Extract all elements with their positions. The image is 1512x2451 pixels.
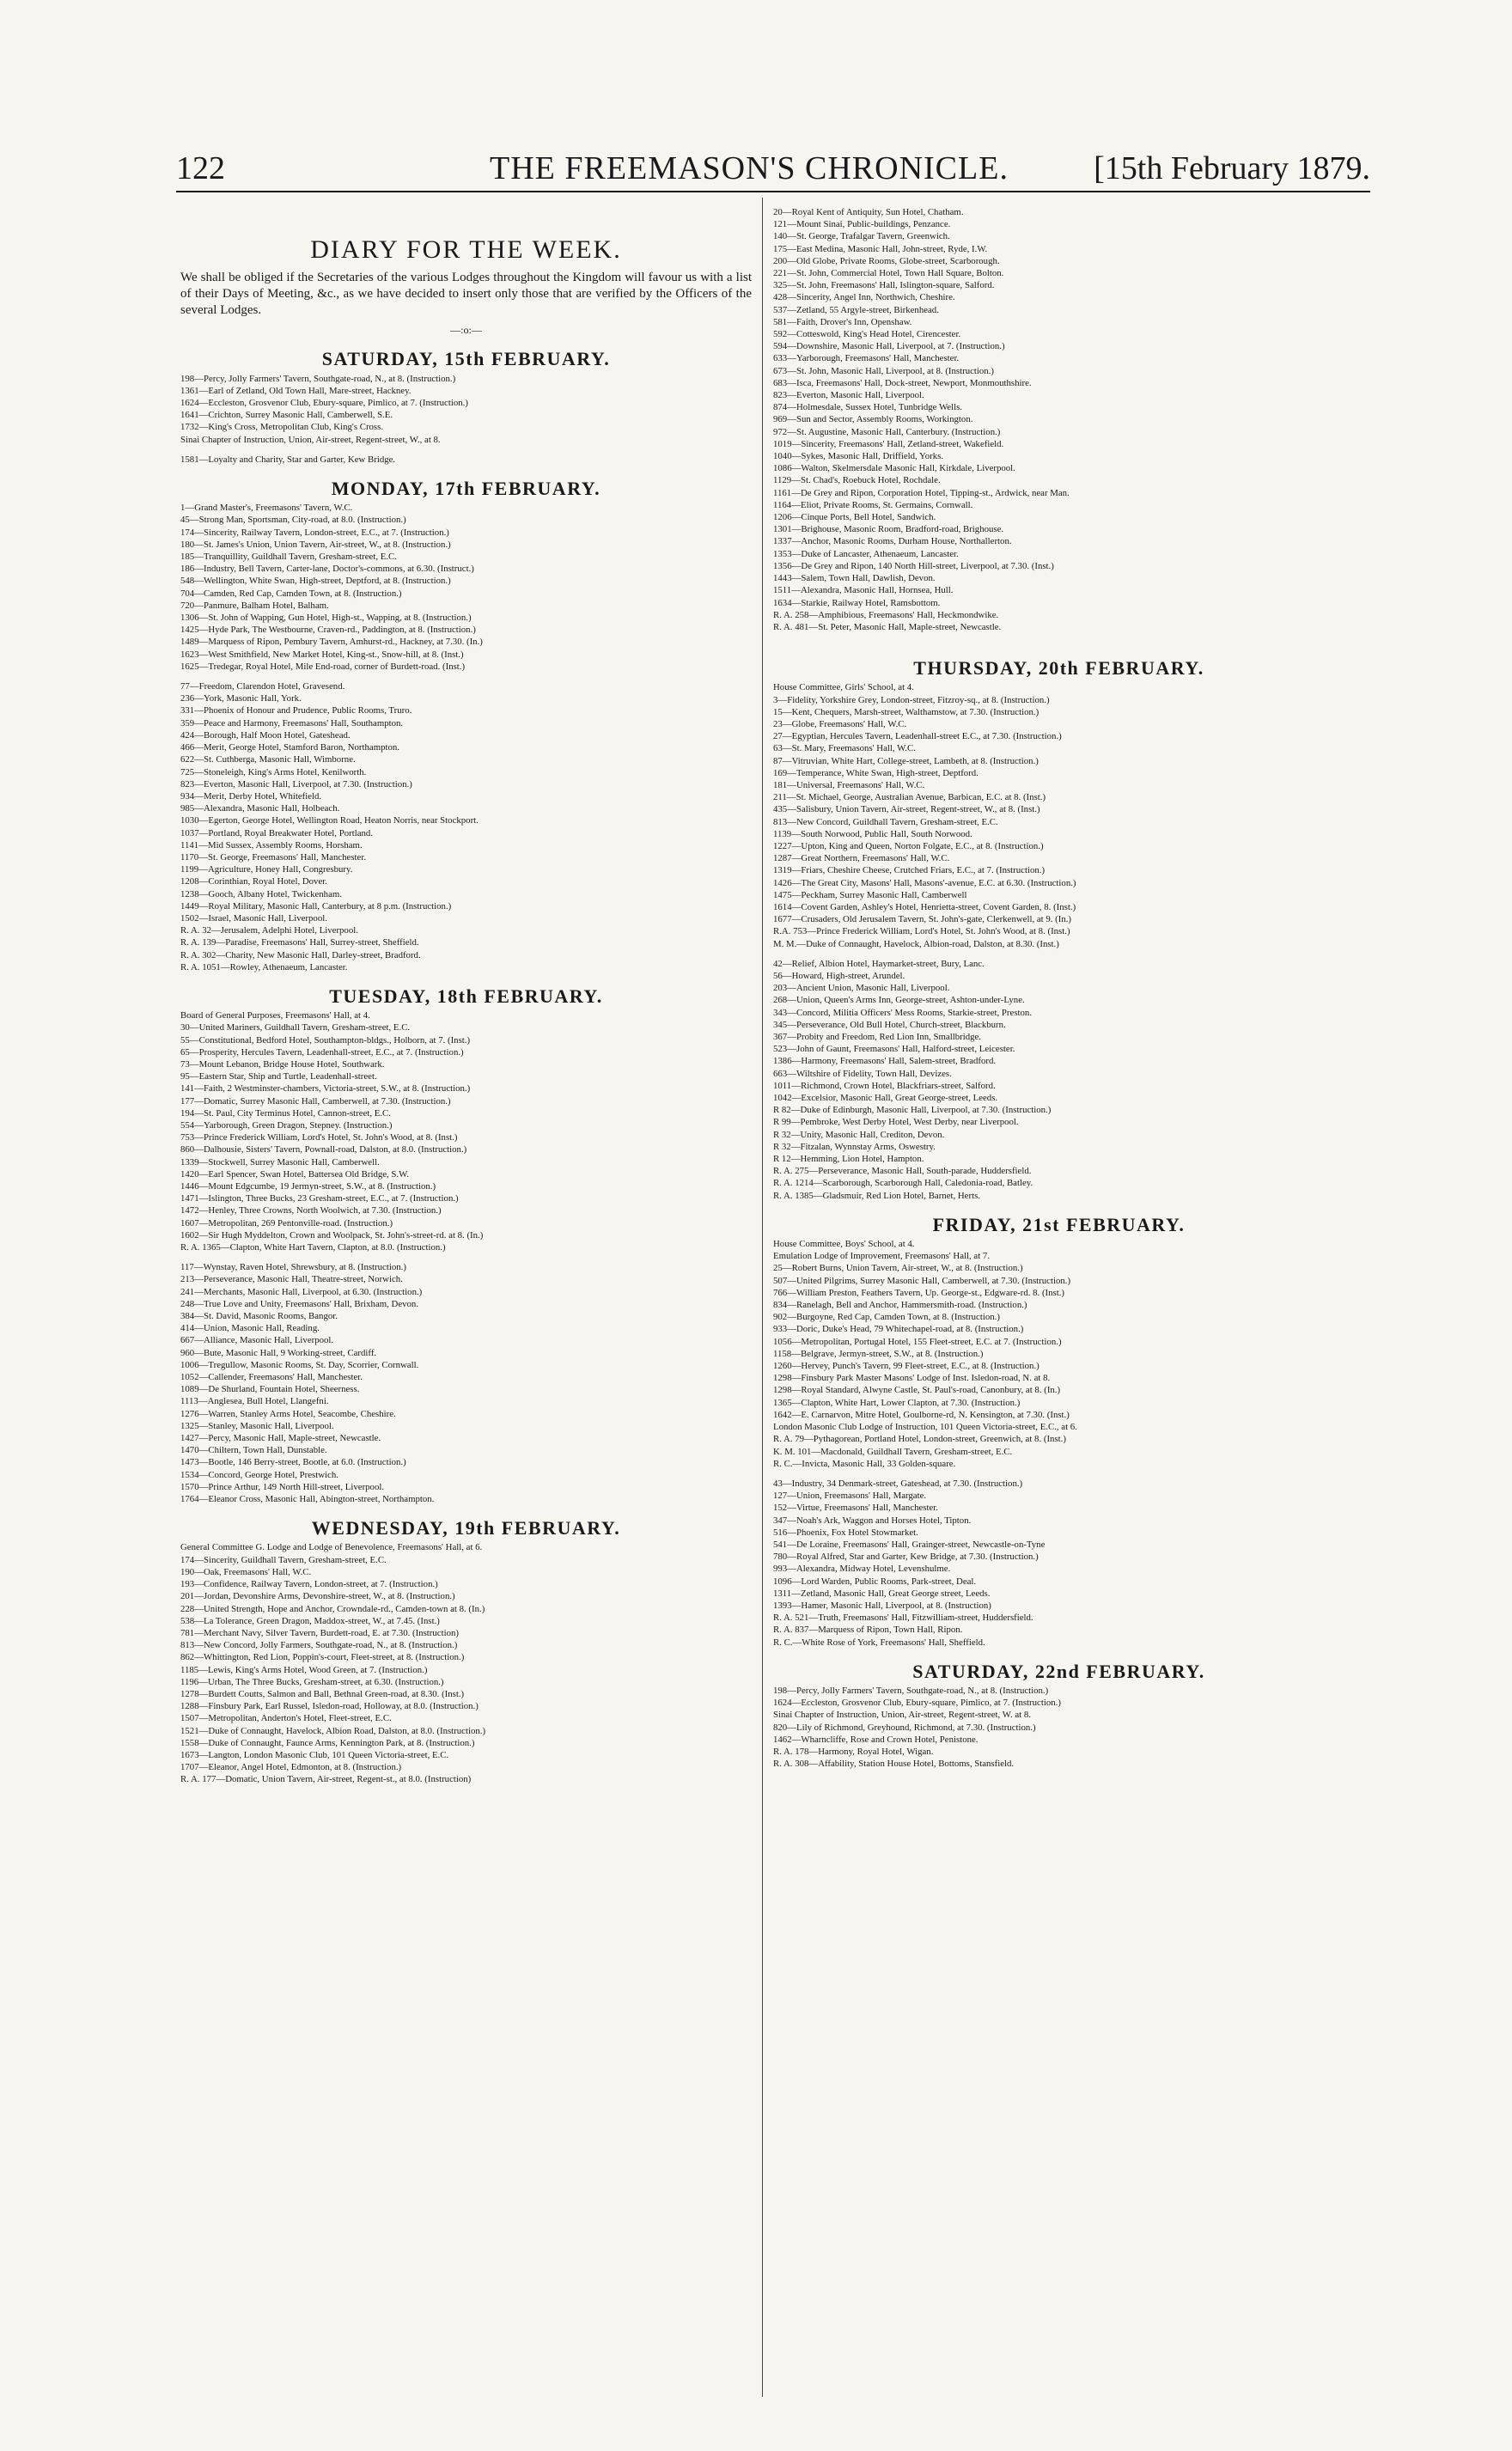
- lodge-entry: 1732—King's Cross, Metropolitan Club, King's Cross.: [180, 422, 384, 433]
- lodge-entry: 1425—Hyde Park, The Westbourne, Craven-rd., Paddington, at 8. (Instruction.): [180, 625, 476, 636]
- lodge-entry: 201—Jordan, Devonshire Arms, Devonshire-street, W., at 8. (Instruction.): [180, 1591, 455, 1602]
- lodge-entry: 236—York, Masonic Hall, York.: [180, 693, 302, 704]
- lodge-entry: 43—Industry, 34 Denmark-street, Gateshead, at 7.30. (Instruction.): [773, 1478, 1023, 1489]
- lodge-entry: 268—Union, Queen's Arms Inn, George-street, Ashton-under-Lyne.: [773, 995, 1025, 1006]
- lodge-entry: 384—St. David, Masonic Rooms, Bangor.: [180, 1311, 338, 1322]
- entries-wednesday-19-provincial: [773, 206, 1344, 633]
- lodge-entry: 1139—South Norwood, Public Hall, South Norwood.: [773, 828, 972, 839]
- lodge-entry: 683—Isca, Freemasons' Hall, Dock-street, Newport, Monmouthshire.: [773, 377, 1032, 388]
- lodge-entry: 993—Alexandra, Midway Hotel, Levenshulme.: [773, 1564, 951, 1575]
- masthead: [176, 144, 1370, 196]
- lodge-entry: 1096—Lord Warden, Public Rooms, Park-street, Deal.: [773, 1576, 977, 1587]
- lodge-entry: 3—Fidelity, Yorkshire Grey, London-street, Fitzroy-sq., at 8. (Instruction.): [773, 694, 1050, 705]
- diary-heading: DIARY FOR THE WEEK.: [310, 235, 622, 264]
- lodge-entry: 1019—Sincerity, Freemasons' Hall, Zetland-street, Wakefield.: [773, 438, 1004, 449]
- lodge-entry: 1624—Eccleston, Grosvenor Club, Ebury-square, Pimlico, at 7. (Instruction.): [773, 1698, 1061, 1709]
- lodge-entry: 1502—Israel, Masonic Hall, Liverpool.: [180, 912, 327, 924]
- lodge-entry: 1339—Stockwell, Surrey Masonic Hall, Camberwell.: [180, 1156, 380, 1168]
- lodge-entry: R. A. 521—Truth, Freemasons' Hall, Fitzwilliam-street, Huddersfield.: [773, 1613, 1033, 1624]
- lodge-entry: R. A. 1214—Scarborough, Scarborough Hall, Caledonia-road, Batley.: [773, 1178, 1033, 1189]
- lodge-entry: 862—Whittington, Red Lion, Poppin's-court, Fleet-street, at 8. (Instruction.): [180, 1652, 465, 1663]
- lodge-entry: 343—Concord, Militia Officers' Mess Rooms, Starkie-street, Preston.: [773, 1007, 1033, 1018]
- lodge-entry: 77—Freedom, Clarendon Hotel, Gravesend.: [180, 681, 345, 692]
- lodge-entry: 813—New Concord, Guildhall Tavern, Gresham-street, E.C.: [773, 816, 998, 827]
- lodge-entry: 969—Sun and Sector, Assembly Rooms, Workington.: [773, 414, 973, 425]
- entries-wednesday-19: [180, 1541, 752, 1785]
- lodge-entry: 507—United Pilgrims, Surrey Masonic Hall, Camberwell, at 7.30. (Instruction.): [773, 1275, 1071, 1286]
- lodge-entry: 42—Relief, Albion Hotel, Haymarket-street, Bury, Lanc.: [773, 958, 985, 969]
- lodge-entry: 1673—Langton, London Masonic Club, 101 Queen Victoria-street, E.C.: [180, 1749, 449, 1760]
- lodge-entry: 1602—Sir Hugh Myddelton, Crown and Woolpack, St. John's-street-rd. at 8. (In.): [180, 1229, 484, 1241]
- lodge-entry: 1361—Earl of Zetland, Old Town Hall, Mare-street, Hackney.: [180, 385, 412, 396]
- lodge-entry: 27—Egyptian, Hercules Tavern, Leadenhall-street E.C., at 7.30. (Instruction.): [773, 731, 1062, 742]
- lodge-entry: 221—St. John, Commercial Hotel, Town Hall Square, Bolton.: [773, 268, 1004, 279]
- lodge-entry: 140—St. George, Trafalgar Tavern, Greenwich.: [773, 231, 950, 242]
- lodge-entry: 523—John of Gaunt, Freemasons' Hall, Halford-street, Leicester.: [773, 1044, 1015, 1055]
- lodge-entry: 203—Ancient Union, Masonic Hall, Liverpool.: [773, 983, 950, 994]
- lodge-entry: 1462—Wharncliffe, Rose and Crown Hotel, Penistone.: [773, 1734, 979, 1745]
- lodge-entry: 823—Everton, Masonic Hall, Liverpool.: [773, 390, 924, 401]
- lodge-entry: 541—De Loraine, Freemasons' Hall, Grainger-street, Newcastle-on-Tyne: [773, 1539, 1046, 1550]
- lodge-entry: 1260—Hervey, Punch's Tavern, 99 Fleet-street, E.C., at 8. (Instruction.): [773, 1361, 1040, 1372]
- lodge-entry: 874—Holmesdale, Sussex Hotel, Tunbridge Wells.: [773, 402, 962, 413]
- lodge-entry: Emulation Lodge of Improvement, Freemasons' Hall, at 7.: [773, 1251, 991, 1262]
- heading-tuesday-18: TUESDAY, 18th FEBRUARY.: [329, 985, 603, 1007]
- lodge-entry: 1558—Duke of Connaught, Faunce Arms, Kennington Park, at 8. (Instruction.): [180, 1737, 475, 1748]
- lodge-entry: 331—Phoenix of Honour and Prudence, Public Rooms, Truro.: [180, 705, 412, 716]
- lodge-entry: R 12—Hemming, Lion Hotel, Hampton.: [773, 1154, 924, 1165]
- lodge-entry: 1641—Crichton, Surrey Masonic Hall, Camberwell, S.E.: [180, 410, 393, 421]
- lodge-entry: 1570—Prince Arthur, 149 North Hill-street, Liverpool.: [180, 1481, 385, 1492]
- lodge-entry: 20—Royal Kent of Antiquity, Sun Hotel, Chatham.: [773, 207, 964, 217]
- lodge-entry: 1521—Duke of Connaught, Havelock, Albion Road, Dalston, at 8.0. (Instruction.): [180, 1725, 486, 1736]
- lodge-entry: K. M. 101—Macdonald, Guildhall Tavern, Gresham-street, E.C.: [773, 1446, 1013, 1457]
- heading-friday-21: FRIDAY, 21st FEBRUARY.: [932, 1213, 1186, 1235]
- lodge-entry: R. A. 32—Jerusalem, Adelphi Hotel, Liverpool.: [180, 925, 358, 936]
- lodge-entry: 1325—Stanley, Masonic Hall, Liverpool.: [180, 1420, 334, 1431]
- lodge-entry: Board of General Purposes, Freemasons' Hall, at 4.: [180, 1010, 370, 1021]
- lodge-entry: 1158—Belgrave, Jermyn-street, S.W., at 8. (Instruction.): [773, 1348, 984, 1359]
- lodge-entry: 1365—Clapton, White Hart, Lower Clapton, at 7.30. (Instruction.): [773, 1397, 1021, 1408]
- ornament-divider: —:o:—: [450, 324, 482, 337]
- lodge-entry: 1206—Cinque Ports, Bell Hotel, Sandwich.: [773, 512, 936, 523]
- lodge-entry: 23—Globe, Freemasons' Hall, W.C.: [773, 718, 907, 729]
- lodge-entry: 538—La Tolerance, Green Dragon, Maddox-street, W., at 7.45. (Inst.): [180, 1615, 440, 1626]
- lodge-entry: 1449—Royal Military, Masonic Hall, Canterbury, at 8 p.m. (Instruction.): [180, 900, 452, 912]
- lodge-entry: 704—Camden, Red Cap, Camden Town, at 8. (Instruction.): [180, 588, 402, 599]
- lodge-entry: 73—Mount Lebanon, Bridge House Hotel, Southwark.: [180, 1058, 385, 1070]
- entries-friday-21: [773, 1238, 1344, 1649]
- lodge-entry: 766—William Preston, Feathers Tavern, Up. George-st., Edgware-rd. 8. (Inst.): [773, 1287, 1065, 1298]
- lodge-entry: 152—Virtue, Freemasons' Hall, Manchester.: [773, 1503, 938, 1514]
- lodge-entry: 211—St. Michael, George, Australian Avenue, Barbican, E.C. at 8. (Inst.): [773, 792, 1046, 803]
- heading-wednesday-19: WEDNESDAY, 19th FEBRUARY.: [311, 1517, 621, 1539]
- lodge-entry: 424—Borough, Half Moon Hotel, Gateshead.: [180, 729, 351, 741]
- lodge-entry: 169—Temperance, White Swan, High-street, Deptford.: [773, 767, 979, 778]
- lodge-entry: R. A. 308—Affability, Station House Hotel, Bottoms, Stansfield.: [773, 1759, 1015, 1770]
- lodge-entry: 1386—Harmony, Freemasons' Hall, Salem-street, Bradford.: [773, 1056, 997, 1067]
- lodge-entry: 1446—Mount Edgcumbe, 19 Jermyn-street, S.W., at 8. (Instruction.): [180, 1181, 436, 1192]
- lodge-entry: 1129—St. Chad's, Roebuck Hotel, Rochdale.: [773, 475, 941, 486]
- lodge-entry: 1301—Brighouse, Masonic Room, Bradford-road, Brighouse.: [773, 524, 1004, 535]
- lodge-entry: 1356—De Grey and Ripon, 140 North Hill-street, Liverpool, at 7.30. (Inst.): [773, 560, 1054, 571]
- lodge-entry: 1443—Salem, Town Hall, Dawlish, Devon.: [773, 573, 936, 584]
- lodge-entry: 180—St. James's Union, Union Tavern, Air-street, W., at 8. (Instruction.): [180, 539, 451, 550]
- lodge-entry: 1634—Starkie, Railway Hotel, Ramsbottom.: [773, 597, 941, 608]
- lodge-entry: R. A. 837—Marquess of Ripon, Town Hall, Ripon.: [773, 1625, 963, 1636]
- lodge-entry: 213—Perseverance, Masonic Hall, Theatre-street, Norwich.: [180, 1274, 403, 1285]
- lodge-entry: 1319—Friars, Cheshire Cheese, Crutched Friars, E.C., at 7. (Instruction.): [773, 865, 1046, 876]
- heading-thursday-20: THURSDAY, 20th FEBRUARY.: [913, 657, 1204, 680]
- lodge-entry: 1006—Tregullow, Masonic Rooms, St. Day, Scorrier, Cornwall.: [180, 1359, 419, 1370]
- lodge-entry: 1089—De Shurland, Fountain Hotel, Sheerness.: [180, 1384, 360, 1395]
- lodge-entry: House Committee, Boys' School, at 4.: [773, 1239, 915, 1250]
- lodge-entry: House Committee, Girls' School, at 4.: [773, 682, 914, 693]
- lodge-entry: 248—True Love and Unity, Freemasons' Hall, Brixham, Devon.: [180, 1298, 419, 1309]
- lodge-entry: 1337—Anchor, Masonic Rooms, Durham House, Northallerton.: [773, 536, 1012, 547]
- lodge-entry: R. A. 1385—Gladsmuir, Red Lion Hotel, Barnet, Herts.: [773, 1190, 980, 1201]
- lodge-entry: 834—Ranelagh, Bell and Anchor, Hammersmith-road. (Instruction.): [773, 1300, 1027, 1311]
- lodge-entry: 1278—Burdett Coutts, Salmon and Ball, Bethnal Green-road, at 8.30. (Inst.): [180, 1688, 465, 1699]
- lodge-entry: 725—Stoneleigh, King's Arms Hotel, Kenilworth.: [180, 766, 367, 777]
- lodge-entry: 1052—Callender, Freemasons' Hall, Manchester.: [180, 1372, 363, 1383]
- lodge-entry: 667—Alliance, Masonic Hall, Liverpool.: [180, 1335, 334, 1346]
- lodge-entry: 622—St. Cuthberga, Masonic Hall, Wimborne.: [180, 754, 356, 765]
- header-rule: [176, 191, 1370, 192]
- lodge-entry: 1623—West Smithfield, New Market Hotel, King-st., Snow-hill, at 8. (Inst.): [180, 649, 464, 660]
- lodge-entry: 121—Mount Sinai, Public-buildings, Penzance.: [773, 219, 951, 230]
- lodge-entry: 1011—Richmond, Crown Hotel, Blackfriars-street, Salford.: [773, 1080, 996, 1091]
- lodge-entry: 823—Everton, Masonic Hall, Liverpool, at 7.30. (Instruction.): [180, 778, 412, 790]
- lodge-entry: 177—Domatic, Surrey Masonic Hall, Camberwell, at 7.30. (Instruction.): [180, 1095, 451, 1107]
- lodge-entry: 1507—Metropolitan, Anderton's Hotel, Fleet-street, E.C.: [180, 1713, 392, 1724]
- lodge-entry: 1—Grand Master's, Freemasons' Tavern, W.C.: [180, 503, 353, 514]
- lodge-entry: 1030—Egerton, George Hotel, Wellington Road, Heaton Norris, near Stockport.: [180, 815, 479, 826]
- lodge-entry: 1475—Peckham, Surrey Masonic Hall, Camberwell: [773, 889, 967, 900]
- lodge-entry: 1185—Lewis, King's Arms Hotel, Wood Green, at 7. (Instruction.): [180, 1664, 428, 1675]
- lodge-entry: 127—Union, Freemasons' Hall, Margate.: [773, 1491, 927, 1502]
- lodge-entry: 663—Wiltshire of Fidelity, Town Hall, Devizes.: [773, 1068, 952, 1079]
- lodge-entry: 1764—Eleanor Cross, Masonic Hall, Abington-street, Northampton.: [180, 1494, 435, 1505]
- lodge-entry: 720—Panmure, Balham Hotel, Balham.: [180, 600, 329, 611]
- lodge-entry: R.A. 753—Prince Frederick William, Lord's Hotel, St. John's Wood, at 8. (Inst.): [773, 926, 1070, 937]
- lodge-entry: 781—Merchant Navy, Silver Tavern, Burdett-road, E. at 7.30. (Instruction): [180, 1627, 459, 1638]
- lodge-entry: 1473—Bootle, 146 Berry-street, Bootle, at 6.0. (Instruction.): [180, 1457, 406, 1468]
- lodge-entry: 1534—Concord, George Hotel, Prestwich.: [180, 1469, 338, 1480]
- column-divider: [762, 198, 763, 2397]
- entries-tuesday-18: [180, 1009, 752, 1505]
- lodge-entry: 933—Doric, Duke's Head, 79 Whitechapel-road, at 8. (Instruction.): [773, 1324, 1024, 1335]
- lodge-entry: 190—Oak, Freemasons' Hall, W.C.: [180, 1566, 312, 1577]
- lodge-entry: General Committee G. Lodge and Lodge of Benevolence, Freemasons' Hall, at 6.: [180, 1542, 483, 1553]
- page-number: 122: [176, 150, 225, 186]
- lodge-entry: 200—Old Globe, Private Rooms, Globe-street, Scarborough.: [773, 255, 1000, 266]
- lodge-entry: 1141—Mid Sussex, Assembly Rooms, Horsham.: [180, 839, 363, 851]
- lodge-entry: 1311—Zetland, Masonic Hall, Great George street, Leeds.: [773, 1588, 991, 1599]
- lodge-entry: 1040—Sykes, Masonic Hall, Driffield, Yorks.: [773, 451, 944, 462]
- lodge-entry: 1287—Great Northern, Freemasons' Hall, W.C.: [773, 853, 950, 864]
- lodge-entry: Sinai Chapter of Instruction, Union, Air-street, Regent-street, W. at 8.: [773, 1710, 1031, 1721]
- lodge-entry: 15—Kent, Chequers, Marsh-street, Walthamstow, at 7.30. (Instruction.): [773, 706, 1040, 717]
- lodge-entry: R 32—Fitzalan, Wynnstay Arms, Oswestry.: [773, 1141, 936, 1152]
- lodge-entry: 1427—Percy, Masonic Hall, Maple-street, Newcastle.: [180, 1433, 381, 1444]
- lodge-entry: 325—St. John, Freemasons' Hall, Islington-square, Salford.: [773, 280, 995, 291]
- lodge-entry: 1306—St. John of Wapping, Gun Hotel, High-st., Wapping, at 8. (Instruction.): [180, 613, 472, 624]
- lodge-entry: R. A. 258—Amphibious, Freemasons' Hall, Heckmondwike.: [773, 609, 999, 620]
- lodge-entry: 1625—Tredegar, Royal Hotel, Mile End-road, corner of Burdett-road. (Inst.): [180, 661, 466, 672]
- lodge-entry: 95—Eastern Star, Ship and Turtle, Leadenhall-street.: [180, 1071, 377, 1082]
- lodge-entry: 359—Peace and Harmony, Freemasons' Hall, Southampton.: [180, 717, 404, 729]
- lodge-entry: 198—Percy, Jolly Farmers' Tavern, Southgate-road, N., at 8. (Instruction.): [773, 1685, 1049, 1696]
- lodge-entry: 175—East Medina, Masonic Hall, John-street, Ryde, I.W.: [773, 243, 988, 254]
- lodge-entry: 581—Faith, Drover's Inn, Openshaw.: [773, 316, 912, 327]
- lodge-entry: 1238—Gooch, Albany Hotel, Twickenham.: [180, 888, 342, 899]
- lodge-entry: 1276—Warren, Stanley Arms Hotel, Seacombe, Cheshire.: [180, 1408, 396, 1419]
- heading-saturday-22: SATURDAY, 22nd FEBRUARY.: [912, 1660, 1205, 1682]
- issue-date: [15th February 1879.: [1094, 150, 1370, 186]
- heading-saturday-15: SATURDAY, 15th FEBRUARY.: [321, 348, 611, 370]
- lodge-entry: 1037—Portland, Royal Breakwater Hotel, Portland.: [180, 827, 373, 838]
- lodge-entry: 537—Zetland, 55 Argyle-street, Birkenhead.: [773, 304, 939, 315]
- lodge-entry: 1614—Covent Garden, Ashley's Hotel, Henrietta-street, Covent Garden, 8. (Inst.): [773, 901, 1076, 912]
- lodge-entry: 1208—Corinthian, Royal Hotel, Dover.: [180, 876, 327, 887]
- lodge-entry: 56—Howard, High-street, Arundel.: [773, 970, 905, 981]
- lodge-entry: R. C.—Invicta, Masonic Hall, 33 Golden-square.: [773, 1458, 956, 1469]
- left-column: [180, 206, 752, 1786]
- lodge-entry: R. A. 177—Domatic, Union Tavern, Air-street, Regent-st., at 8.0. (Instruction): [180, 1774, 472, 1785]
- lodge-entry: 972—St. Augustine, Masonic Hall, Canterbury. (Instruction.): [773, 426, 1001, 437]
- lodge-entry: 1471—Islington, Three Bucks, 23 Gresham-street, E.C., at 7. (Instruction.): [180, 1193, 459, 1204]
- lodge-entry: 860—Dalhousie, Sisters' Tavern, Pownall-road, Dalston, at 8.0. (Instruction.): [180, 1144, 467, 1155]
- lodge-entry: 414—Union, Masonic Hall, Reading.: [180, 1323, 320, 1334]
- lodge-entry: 1426—The Great City, Masons' Hall, Masons'-avenue, E.C. at 6.30. (Instruction.): [773, 877, 1076, 888]
- lodge-entry: 548—Wellington, White Swan, High-street, Deptford, at 8. (Instruction.): [180, 576, 451, 587]
- lodge-entry: 347—Noah's Ark, Waggon and Horses Hotel, Tipton.: [773, 1515, 972, 1526]
- lodge-entry: 241—Merchants, Masonic Hall, Liverpool, at 6.30. (Instruction.): [180, 1286, 423, 1297]
- lodge-entry: 1607—Metropolitan, 269 Pentonville-road. (Instruction.): [180, 1217, 393, 1229]
- lodge-entry: R. A. 178—Harmony, Royal Hotel, Wigan.: [773, 1746, 934, 1757]
- lodge-entry: 1164—Eliot, Private Rooms, St. Germains, Cornwall.: [773, 499, 973, 510]
- lodge-entry: 633—Yarborough, Freemasons' Hall, Manchester.: [773, 353, 960, 364]
- lodge-entry: R. A. 302—Charity, New Masonic Hall, Darley-street, Bradford.: [180, 949, 421, 960]
- lodge-entry: 1511—Alexandra, Masonic Hall, Hornsea, Hull.: [773, 585, 954, 596]
- heading-monday-17: MONDAY, 17th FEBRUARY.: [331, 478, 601, 500]
- lodge-entry: 194—St. Paul, City Terminus Hotel, Cannon-street, E.C.: [180, 1107, 391, 1119]
- lodge-entry: 55—Constitutional, Bedford Hotel, Southampton-bldgs., Holborn, at 7. (Inst.): [180, 1034, 471, 1046]
- lodge-entry: 174—Sincerity, Railway Tavern, London-street, E.C., at 7. (Instruction.): [180, 527, 449, 538]
- lodge-entry: 228—United Strength, Hope and Anchor, Crowndale-rd., Camden-town at 8. (In.): [180, 1603, 485, 1614]
- lodge-entry: R. A. 1365—Clapton, White Hart Tavern, Clapton, at 8.0. (Instruction.): [180, 1242, 446, 1253]
- lodge-entry: 117—Wynstay, Raven Hotel, Shrewsbury, at 8. (Instruction.): [180, 1262, 406, 1273]
- lodge-entry: 1199—Agriculture, Honey Hall, Congresbury.: [180, 864, 353, 875]
- lodge-entry: 30—United Mariners, Guildhall Tavern, Gresham-street, E.C.: [180, 1022, 411, 1033]
- lodge-entry: 1353—Duke of Lancaster, Athenaeum, Lancaster.: [773, 548, 959, 559]
- lodge-entry: 1472—Henley, Three Crowns, North Woolwich, at 7.30. (Instruction.): [180, 1205, 442, 1216]
- lodge-entry: 820—Lily of Richmond, Greyhound, Richmond, at 7.30. (Instruction.): [773, 1722, 1036, 1733]
- lodge-entry: 428—Sincerity, Angel Inn, Northwich, Cheshire.: [773, 292, 955, 303]
- lodge-entry: 174—Sincerity, Guildhall Tavern, Gresham-street, E.C.: [180, 1554, 387, 1565]
- lodge-entry: 1196—Urban, The Three Bucks, Gresham-street, at 6.30. (Instruction.): [180, 1676, 444, 1687]
- lodge-entry: 65—Prosperity, Hercules Tavern, Leadenhall-street, E.C., at 7. (Instruction.): [180, 1046, 464, 1058]
- entries-thursday-20: [773, 681, 1344, 1202]
- lodge-entry: 141—Faith, 2 Westminster-chambers, Victoria-street, S.W., at 8. (Instruction.): [180, 1083, 471, 1094]
- lodge-entry: 1642—E. Carnarvon, Mitre Hotel, Goulborne-rd, N. Kensington, at 7.30. (Inst.): [773, 1409, 1070, 1420]
- lodge-entry: R. A. 275—Perseverance, Masonic Hall, South-parade, Huddersfield.: [773, 1166, 1032, 1177]
- lodge-entry: 780—Royal Alfred, Star and Garter, Kew Bridge, at 7.30. (Instruction.): [773, 1552, 1039, 1563]
- lodge-entry: 934—Merit, Derby Hotel, Whitefield.: [180, 790, 322, 802]
- newspaper-title: THE FREEMASON'S CHRONICLE.: [490, 150, 1009, 186]
- entries-monday-17: [180, 502, 752, 973]
- lodge-entry: 87—Vitruvian, White Hart, College-street, Lambeth, at 8. (Instruction.): [773, 755, 1039, 766]
- lodge-entry: 813—New Concord, Jolly Farmers, Southgate-road, N., at 8. (Instruction.): [180, 1640, 458, 1651]
- lodge-entry: 198—Percy, Jolly Farmers' Tavern, Southgate-road, N., at 8. (Instruction.): [180, 373, 456, 384]
- lodge-entry: 181—Universal, Freemasons' Hall, W.C.: [773, 779, 925, 790]
- lodge-entry: 1056—Metropolitan, Portugal Hotel, 155 Fleet-street, E.C. at 7. (Instruction.): [773, 1336, 1062, 1347]
- lodge-entry: 960—Bute, Masonic Hall, 9 Working-street, Cardiff.: [180, 1347, 377, 1358]
- lodge-entry: 673—St. John, Masonic Hall, Liverpool, at 8. (Instruction.): [773, 365, 994, 376]
- lodge-entry: 1227—Upton, King and Queen, Norton Folgate, E.C., at 8. (Instruction.): [773, 840, 1044, 851]
- lodge-entry: 1298—Royal Standard, Alwyne Castle, St. Paul's-road, Canonbury, at 8. (In.): [773, 1385, 1061, 1396]
- lodge-entry: 1086—Walton, Skelmersdale Masonic Hall, Kirkdale, Liverpool.: [773, 463, 1015, 474]
- lodge-entry: 466—Merit, George Hotel, Stamford Baron, Northampton.: [180, 742, 399, 753]
- lodge-entry: 1677—Crusaders, Old Jerusalem Tavern, St. John's-gate, Clerkenwell, at 9. (In.): [773, 914, 1072, 925]
- right-column: [773, 206, 1344, 1770]
- lodge-entry: 1170—St. George, Freemasons' Hall, Manchester.: [180, 851, 367, 863]
- lodge-entry: 1288—Finsbury Park, Earl Russel, Isledon-road, Holloway, at 8.0. (Instruction.): [180, 1701, 479, 1712]
- lodge-entry: 1420—Earl Spencer, Swan Hotel, Battersea Old Bridge, S.W.: [180, 1168, 410, 1180]
- lodge-entry: R. A. 1051—Rowley, Athenaeum, Lancaster.: [180, 961, 348, 972]
- entries-saturday-15: [180, 373, 752, 466]
- lodge-entry: 1161—De Grey and Ripon, Corporation Hotel, Tipping-st., Ardwick, near Man.: [773, 487, 1070, 498]
- lodge-entry: R 82—Duke of Edinburgh, Masonic Hall, Liverpool, at 7.30. (Instruction.): [773, 1105, 1052, 1116]
- lodge-entry: 594—Downshire, Masonic Hall, Liverpool, at 7. (Instruction.): [773, 341, 1005, 352]
- lodge-entry: 592—Cotteswold, King's Head Hotel, Cirencester.: [773, 329, 961, 340]
- lodge-entry: 554—Yarborough, Green Dragon, Stepney. (Instruction.): [180, 1119, 393, 1131]
- diary-intro: We shall be obliged if the Secretaries of the various Lodges throughout the Kingdom will favour us with a list of their Days of Meeting, &c., as we have decided to insert only those that are verified by the Officers of the several Lodges.: [180, 271, 752, 318]
- lodge-entry: Sinai Chapter of Instruction, Union, Air-street, Regent-street, W., at 8.: [180, 434, 441, 445]
- lodge-entry: 985—Alexandra, Masonic Hall, Holbeach.: [180, 803, 340, 814]
- lodge-entry: 1489—Marquess of Ripon, Pembury Tavern, Amhurst-rd., Hackney, at 7.30. (In.): [180, 637, 483, 648]
- lodge-entry: R. A. 139—Paradise, Freemasons' Hall, Surrey-street, Sheffield.: [180, 937, 419, 948]
- lodge-entry: R 32—Unity, Masonic Hall, Crediton, Devon.: [773, 1129, 945, 1140]
- lodge-entry: 435—Salisbury, Union Tavern, Air-street, Regent-street, W., at 8. (Inst.): [773, 804, 1040, 815]
- lodge-entry: 902—Burgoyne, Red Cap, Camden Town, at 8. (Instruction.): [773, 1312, 1000, 1323]
- lodge-entry: 1298—Finsbury Park Master Masons' Lodge of Inst. Isledon-road, N. at 8.: [773, 1373, 1051, 1384]
- entries-saturday-22: [773, 1685, 1344, 1770]
- lodge-entry: 1042—Excelsior, Masonic Hall, Great George-street, Leeds.: [773, 1093, 998, 1104]
- lodge-entry: R. C.—White Rose of York, Freemasons' Hall, Sheffield.: [773, 1637, 985, 1648]
- lodge-entry: 516—Phoenix, Fox Hotel Stowmarket.: [773, 1527, 918, 1538]
- lodge-entry: M. M.—Duke of Connaught, Havelock, Albion-road, Dalston, at 8.30. (Inst.): [773, 938, 1059, 949]
- lodge-entry: 753—Prince Frederick William, Lord's Hotel, St. John's Wood, at 8. (Inst.): [180, 1132, 458, 1143]
- lodge-entry: R. A. 79—Pythagorean, Portland Hotel, London-street, Greenwich, at 8. (Inst.): [773, 1434, 1066, 1445]
- lodge-entry: 63—St. Mary, Freemasons' Hall, W.C.: [773, 743, 916, 754]
- lodge-entry: 185—Tranquillity, Guildhall Tavern, Gresham-street, E.C.: [180, 552, 397, 563]
- lodge-entry: London Masonic Club Lodge of Instruction, 101 Queen Victoria-street, E.C., at 6.: [773, 1422, 1077, 1433]
- lodge-entry: R. A. 481—St. Peter, Masonic Hall, Maple-street, Newcastle.: [773, 621, 1002, 632]
- lodge-entry: R 99—Pembroke, West Derby Hotel, West Derby, near Liverpool.: [773, 1117, 1019, 1128]
- lodge-entry: 1470—Chiltern, Town Hall, Dunstable.: [180, 1445, 327, 1456]
- lodge-entry: 45—Strong Man, Sportsman, City-road, at 8.0. (Instruction.): [180, 515, 406, 526]
- lodge-entry: 1707—Eleanor, Angel Hotel, Edmonton, at 8. (Instruction.): [180, 1762, 402, 1773]
- lodge-entry: 1624—Eccleston, Grosvenor Club, Ebury-square, Pimlico, at 7. (Instruction.): [180, 398, 468, 409]
- lodge-entry: 186—Industry, Bell Tavern, Carter-lane, Doctor's-commons, at 6.30. (Instruct.): [180, 564, 474, 575]
- lodge-entry: 367—Probity and Freedom, Red Lion Inn, Smallbridge.: [773, 1032, 982, 1042]
- lodge-entry: 193—Confidence, Railway Tavern, London-street, at 7. (Instruction.): [180, 1579, 438, 1590]
- lodge-entry: 345—Perseverance, Old Bull Hotel, Church-street, Blackburn.: [773, 1019, 1006, 1030]
- lodge-entry: 25—Robert Burns, Union Tavern, Air-street, W., at 8. (Instruction.): [773, 1263, 1023, 1274]
- lodge-entry: 1393—Hamer, Masonic Hall, Liverpool, at 8. (Instruction): [773, 1600, 991, 1611]
- lodge-entry: 1113—Anglesea, Bull Hotel, Llangefni.: [180, 1396, 329, 1407]
- lodge-entry: 1581—Loyalty and Charity, Star and Garter, Kew Bridge.: [180, 454, 396, 465]
